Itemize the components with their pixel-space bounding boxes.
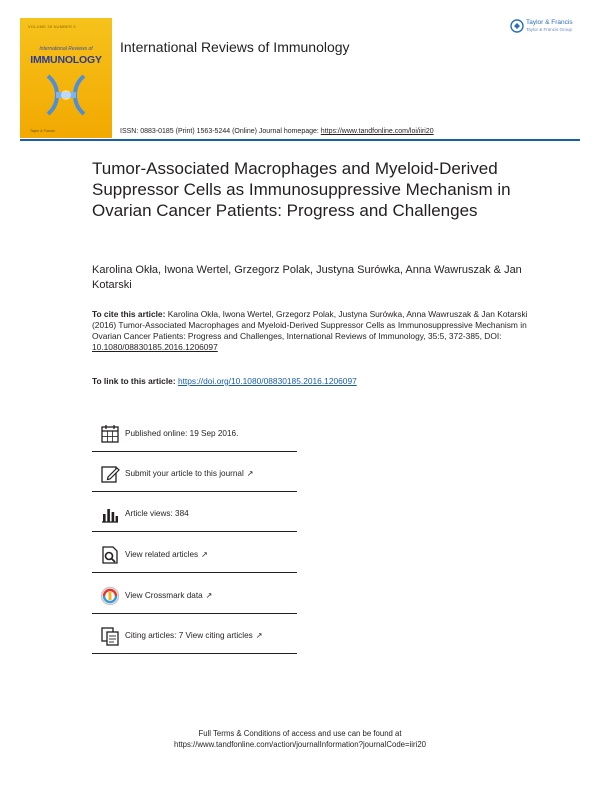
cover-series-text: International Reviews of	[39, 46, 93, 52]
external-link-icon: ↗	[255, 631, 263, 640]
publisher-logo-group: Taylor & Francis Group	[526, 27, 573, 32]
article-views-text: Article views: 384	[125, 509, 189, 518]
citing-articles-row[interactable]	[92, 626, 297, 654]
related-articles-icon	[100, 545, 120, 565]
citing-articles-icon	[100, 626, 120, 646]
article-doi-url[interactable]: https://doi.org/10.1080/08830185.2016.1206097	[177, 376, 357, 386]
submit-article-icon	[100, 464, 120, 484]
row-divider	[92, 491, 297, 492]
crossmark-icon	[100, 586, 120, 606]
published-online-text: Published online: 19 Sep 2016.	[125, 429, 239, 438]
article-link-label: To link to this article:	[92, 376, 178, 386]
submit-article-link[interactable]: Submit your article to this journal	[125, 469, 244, 478]
journal-title: International Reviews of Immunology	[120, 39, 350, 55]
external-link-icon: ↗	[246, 469, 254, 478]
citation-block	[92, 309, 532, 353]
related-articles-link[interactable]: View related articles	[125, 550, 199, 559]
row-divider	[92, 653, 297, 654]
related-articles-row[interactable]	[92, 545, 297, 573]
header-divider	[20, 139, 580, 141]
submit-article-row[interactable]	[92, 464, 297, 492]
publisher-logo-name: Taylor & Francis	[526, 19, 573, 26]
calendar-icon	[100, 424, 120, 444]
external-link-icon: ↗	[205, 591, 213, 600]
terms-footer	[100, 728, 500, 750]
article-title: Tumor-Associated Macrophages and Myeloid-Derived Suppressor Cells as Immunosuppressive Mechanism in Ovarian Cancer Patients: Progress and Challenges	[92, 159, 511, 220]
row-divider	[92, 613, 297, 614]
cover-publisher-text: Taylor & Francis	[30, 129, 56, 133]
row-divider	[92, 572, 297, 573]
citing-articles-link[interactable]: Citing articles: 7 View citing articles	[125, 631, 253, 640]
crossmark-row[interactable]	[92, 586, 297, 614]
published-online-row	[92, 424, 297, 452]
citation-doi-link[interactable]: 10.1080/08830185.2016.1206097	[92, 342, 218, 352]
crossmark-link[interactable]: View Crossmark data	[125, 591, 203, 600]
cover-artwork-icon	[42, 72, 90, 118]
bar-chart-icon	[100, 504, 120, 524]
issn-line	[120, 128, 434, 135]
journal-cover-image	[20, 18, 112, 138]
cover-title-text: IMMUNOLOGY	[30, 54, 102, 66]
publisher-logo[interactable]	[510, 16, 582, 40]
citation-label: To cite this article:	[92, 309, 168, 319]
row-divider	[92, 531, 297, 532]
journal-homepage-link[interactable]: https://www.tandfonline.com/loi/iiri20	[320, 128, 434, 135]
publisher-logo-icon	[510, 19, 524, 33]
terms-text: Full Terms & Conditions of access and use can be found at	[198, 729, 402, 738]
issn-text: ISSN: 0883-0185 (Print) 1563-5244 (Online) Journal homepage:	[120, 128, 321, 135]
external-link-icon: ↗	[201, 550, 208, 559]
cover-volume-text: VOLUME 35 NUMBER 5	[28, 24, 76, 29]
article-link-row	[92, 376, 357, 386]
terms-link[interactable]: https://www.tandfonline.com/action/journalInformation?journalCode=iiri20	[173, 740, 427, 749]
article-views-row	[92, 504, 297, 532]
row-divider	[92, 451, 297, 452]
article-authors: Karolina Okła, Iwona Wertel, Grzegorz Polak, Justyna Surówka, Anna Wawruszak & Jan Kotarski	[92, 264, 522, 291]
citation-text: Karolina Okła, Iwona Wertel, Grzegorz Polak, Justyna Surówka, Anna Wawruszak & Jan Kotarski (2016) Tumor-Associated Macrophages and Myeloid-Derived Suppressor Cells as Immunosuppressive Mechanism in Ovarian Cancer Patients: Progress and Challenges, International Reviews of Immunology, 35:5, 372-385, DOI:	[92, 309, 528, 341]
